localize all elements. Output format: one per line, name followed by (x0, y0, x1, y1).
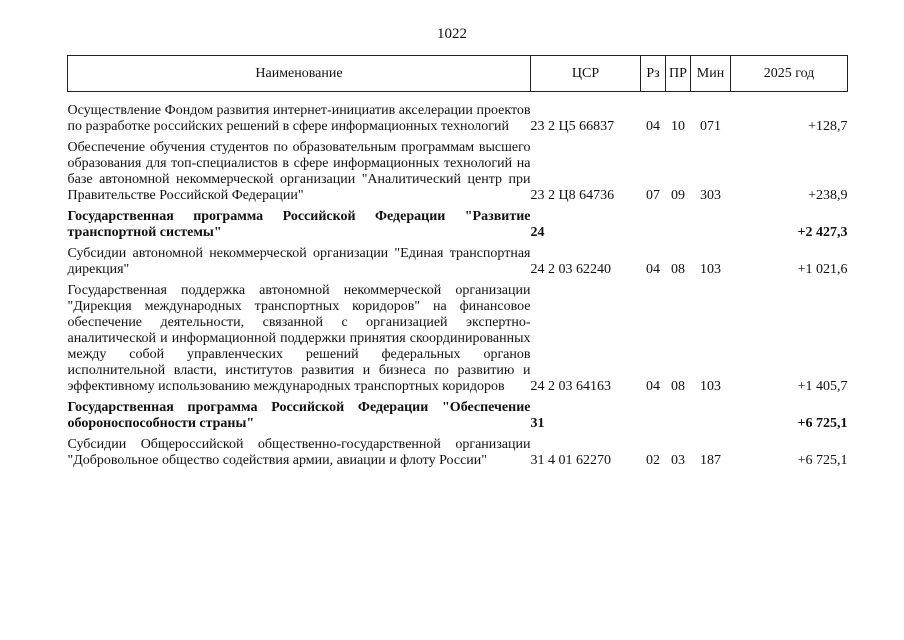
row-amount: +1 405,7 (797, 379, 848, 394)
row-rz: 04 (646, 379, 660, 394)
header-min: Мин (691, 56, 731, 92)
row-name: Государственная программа Российской Федерации "Обеспечение обороноспособности страны" (67, 400, 531, 431)
table-row-program (68, 204, 848, 241)
row-min (691, 204, 731, 241)
table-row-program (68, 395, 848, 432)
row-csr: 24 (530, 225, 545, 240)
row-min: 187 (700, 453, 721, 468)
row-name: Осуществление Фондом развития интернет-инициатив акселерации проектов по разработке российских решений в сфере информационных технологий (67, 103, 531, 134)
row-csr: 31 4 01 62270 (530, 453, 611, 468)
header-rz: Рз (641, 56, 666, 92)
row-min: 103 (700, 262, 721, 277)
row-name: Субсидии автономной некоммерческой организации "Единая транспортная дирекция" (67, 246, 531, 277)
row-name: Обеспечение обучения студентов по образовательным программам высшего образования для топ-специалистов в сфере информационных технологий на базе автономной некоммерческой организации "Аналитический центр при Правительстве Российской Федерации" (67, 140, 531, 203)
row-rz: 04 (646, 119, 660, 134)
row-min: 071 (700, 119, 721, 134)
table-header-row (68, 56, 848, 92)
row-amount: +128,7 (808, 119, 848, 134)
table-row (68, 432, 848, 469)
header-csr: ЦСР (531, 56, 641, 92)
budget-table (67, 55, 848, 469)
row-pr: 08 (671, 379, 685, 394)
row-min: 103 (700, 379, 721, 394)
row-csr: 24 2 03 62240 (530, 262, 611, 277)
row-pr (666, 204, 691, 241)
table-row (68, 98, 848, 135)
row-amount: +6 725,1 (797, 416, 848, 431)
header-pr: ПР (666, 56, 691, 92)
row-min: 303 (700, 188, 721, 203)
row-csr: 23 2 Ц8 64736 (530, 188, 615, 203)
row-csr: 24 2 03 64163 (530, 379, 611, 394)
header-name: Наименование (68, 56, 531, 92)
row-min (691, 395, 731, 432)
row-amount: +238,9 (808, 188, 848, 203)
row-name: Субсидии Общероссийской общественно-государственной организации "Добровольное общество содействия армии, авиации и флоту России" (67, 437, 531, 468)
table-row (68, 135, 848, 204)
page-number: 1022 (437, 26, 467, 42)
row-pr (666, 395, 691, 432)
row-pr: 10 (671, 119, 685, 134)
header-year: 2025 год (731, 56, 848, 92)
row-rz: 07 (646, 188, 660, 203)
row-amount: +1 021,6 (797, 262, 848, 277)
row-pr: 03 (671, 453, 685, 468)
row-csr: 23 2 Ц5 66837 (530, 119, 615, 134)
row-pr: 09 (671, 188, 685, 203)
row-amount: +6 725,1 (797, 453, 848, 468)
row-pr: 08 (671, 262, 685, 277)
row-rz: 04 (646, 262, 660, 277)
row-csr: 31 (530, 416, 545, 431)
row-rz: 02 (646, 453, 660, 468)
row-rz (641, 395, 666, 432)
row-name: Государственная поддержка автономной некоммерческой организации "Дирекция международных транспортных коридоров" на финансовое обеспечение деятельности, связанной с организацией экспертно-аналитической и информационной поддержки принятия скоординированных между собой управленческих решений федеральных органов исполнительной власти, институтов развития и бизнеса по развитию и эффективному использованию международных транспортных коридоров (67, 283, 531, 394)
row-name: Государственная программа Российской Федерации "Развитие транспортной системы" (67, 209, 531, 240)
row-amount: +2 427,3 (797, 225, 848, 240)
table-row (68, 278, 848, 395)
row-rz (641, 204, 666, 241)
table-row (68, 241, 848, 278)
